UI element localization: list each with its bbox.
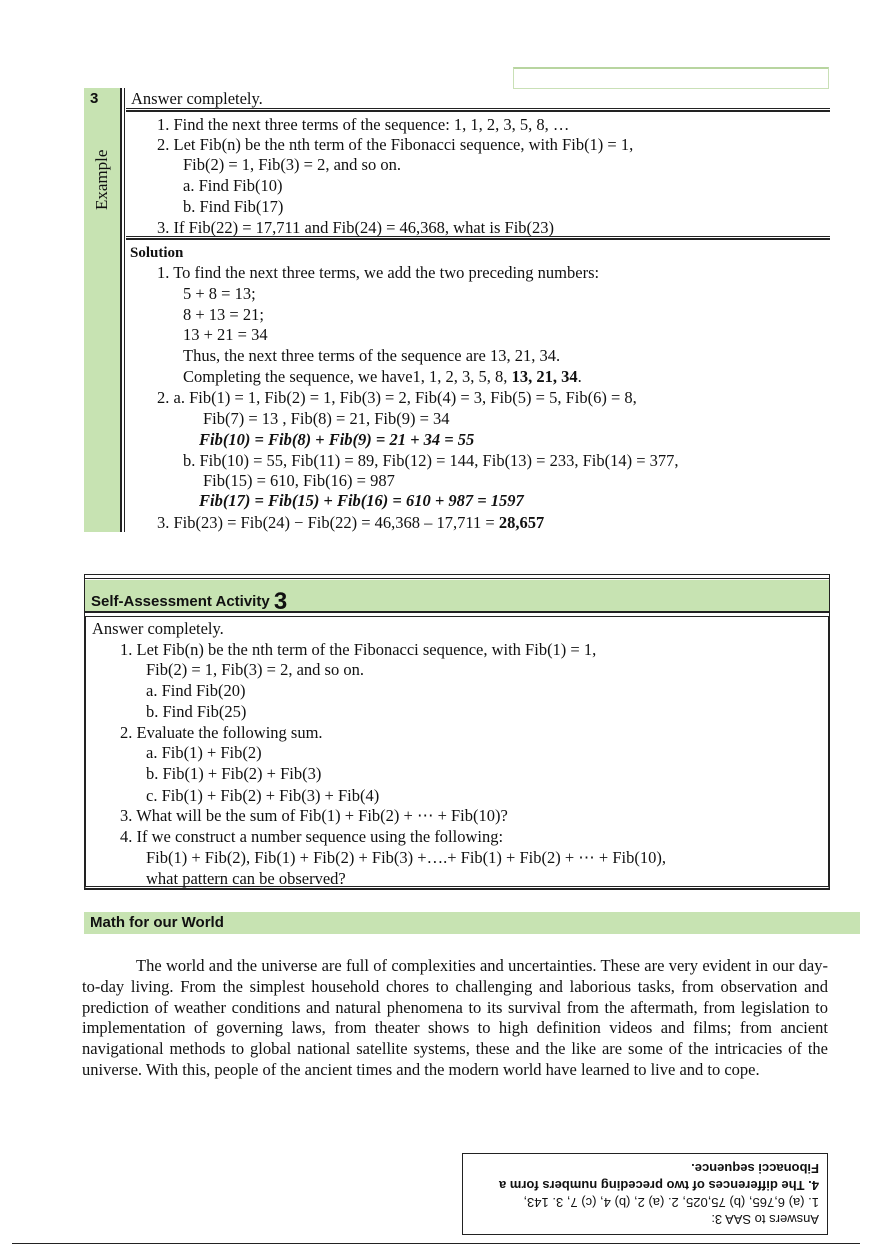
example-heading: Answer completely. (131, 89, 263, 108)
math-world-header (84, 912, 860, 934)
saa-line: Fib(1) + Fib(2), Fib(1) + Fib(2) + Fib(3) +….+ Fib(1) + Fib(2) + ⋯ + Fib(10), (146, 848, 666, 867)
solution-line (157, 513, 544, 533)
solution-line: 13 + 21 = 34 (183, 325, 268, 344)
example-divider (126, 108, 830, 112)
saa-line: Answer completely. (92, 619, 224, 638)
saa-body (85, 616, 829, 889)
example-rule (124, 88, 125, 532)
solution-answer: 28,657 (498, 513, 545, 532)
solution-line: Fib(7) = 13 , Fib(8) = 21, Fib(9) = 34 (203, 409, 450, 428)
answers-box (462, 1153, 828, 1235)
saa-title-text: Self-Assessment Activity (91, 593, 274, 610)
saa-line: a. Fib(1) + Fib(2) (146, 743, 262, 762)
solution-heading: Solution (130, 245, 184, 261)
solution-line: 5 + 8 = 13; (183, 284, 256, 303)
saa-line: b. Find Fib(25) (146, 702, 247, 721)
example-block (84, 88, 830, 532)
example-rule (120, 88, 122, 532)
example-number: 3 (84, 88, 120, 110)
solution-answer: 13, 21, 34 (511, 367, 578, 386)
solution-line: Fib(15) = 610, Fib(16) = 987 (203, 471, 395, 490)
self-assessment-block (84, 574, 830, 890)
solution-divider (126, 236, 830, 240)
answers-line: 1. (a) 6,765, (b) 75,025, 2. (a) 2, (b) 4, (c) 7, 3. 143, (523, 1195, 819, 1210)
problem-line: a. Find Fib(10) (183, 176, 283, 195)
problem-line: b. Find Fib(17) (183, 197, 284, 216)
saa-title (91, 588, 287, 616)
answers-content (463, 1154, 827, 1234)
solution-line: b. Fib(10) = 55, Fib(11) = 89, Fib(12) = 144, Fib(13) = 233, Fib(14) = 377, (183, 451, 679, 470)
solution-text: . (577, 367, 582, 386)
solution-line: 2. a. Fib(1) = 1, Fib(2) = 1, Fib(3) = 2, Fib(4) = 3, Fib(5) = 5, Fib(6) = 8, (157, 388, 637, 407)
answers-line: Fibonacci sequence. (691, 1161, 819, 1176)
saa-line: 1. Let Fib(n) be the nth term of the Fibonacci sequence, with Fib(1) = 1, (120, 640, 597, 659)
example-sidebar (84, 110, 120, 532)
saa-line: b. Fib(1) + Fib(2) + Fib(3) (146, 764, 322, 783)
solution-line: 1. To find the next three terms, we add the two preceding numbers: (157, 263, 600, 282)
saa-line: 3. What will be the sum of Fib(1) + Fib(2) + ⋯ + Fib(10)? (120, 806, 508, 825)
solution-text: Completing the sequence, we have1, 1, 2, 3, 5, 8, (183, 367, 512, 386)
math-world-paragraph (82, 956, 828, 1081)
answers-line: 4. The differences of two preceding numbers form a (498, 1178, 819, 1193)
saa-line: 2. Evaluate the following sum. (120, 723, 323, 742)
problem-line: 2. Let Fib(n) be the nth term of the Fibonacci sequence, with Fib(1) = 1, (157, 135, 634, 154)
solution-answer-line: Fib(17) = Fib(15) + Fib(16) = 610 + 987 = 1597 (199, 491, 524, 510)
solution-line: Thus, the next three terms of the sequence are 13, 21, 34. (183, 346, 561, 365)
saa-line: Fib(2) = 1, Fib(3) = 2, and so on. (146, 660, 364, 679)
problem-line: Fib(2) = 1, Fib(3) = 2, and so on. (183, 155, 401, 174)
footer-rule (12, 1243, 860, 1244)
solution-line: 8 + 13 = 21; (183, 305, 264, 324)
paragraph-text: The world and the universe are full of complexities and uncertainties. These are very evident in our day-to-day living. From the simplest household chores to challenging and laborious tasks, from observation and prediction of weather conditions and natural phenomena to its survival from the aftermath, from legislation to implementation of governing laws, from theater shows to high definition videos and films; from ancient navigational methods to global national satellite systems, these and the like are some of the intricacies of the universe. With this, people of the ancient times and the modern world have learned to live and to cope. (82, 956, 828, 1079)
solution-line (183, 367, 582, 387)
math-world-title: Math for our World (90, 914, 224, 931)
problem-line: 1. Find the next three terms of the sequence: 1, 1, 2, 3, 5, 8, … (157, 115, 570, 134)
solution-text: 3. Fib(23) = Fib(24) − Fib(22) = 46,368 – 17,711 = (157, 513, 499, 532)
problem-line: 3. If Fib(22) = 17,711 and Fib(24) = 46,368, what is Fib(23) (157, 218, 555, 237)
saa-rule (84, 578, 830, 579)
saa-number: 3 (273, 588, 288, 615)
saa-line: c. Fib(1) + Fib(2) + Fib(3) + Fib(4) (146, 786, 380, 805)
saa-header (85, 580, 829, 613)
answers-title: Answers to SAA 3: (711, 1212, 819, 1227)
example-side-label: Example (92, 149, 111, 210)
solution-answer-line: Fib(10) = Fib(8) + Fib(9) = 21 + 34 = 55 (199, 430, 475, 449)
saa-line: 4. If we construct a number sequence using the following: (120, 827, 504, 846)
saa-line: a. Find Fib(20) (146, 681, 246, 700)
header-box (513, 67, 829, 89)
saa-line: what pattern can be observed? (146, 869, 346, 888)
